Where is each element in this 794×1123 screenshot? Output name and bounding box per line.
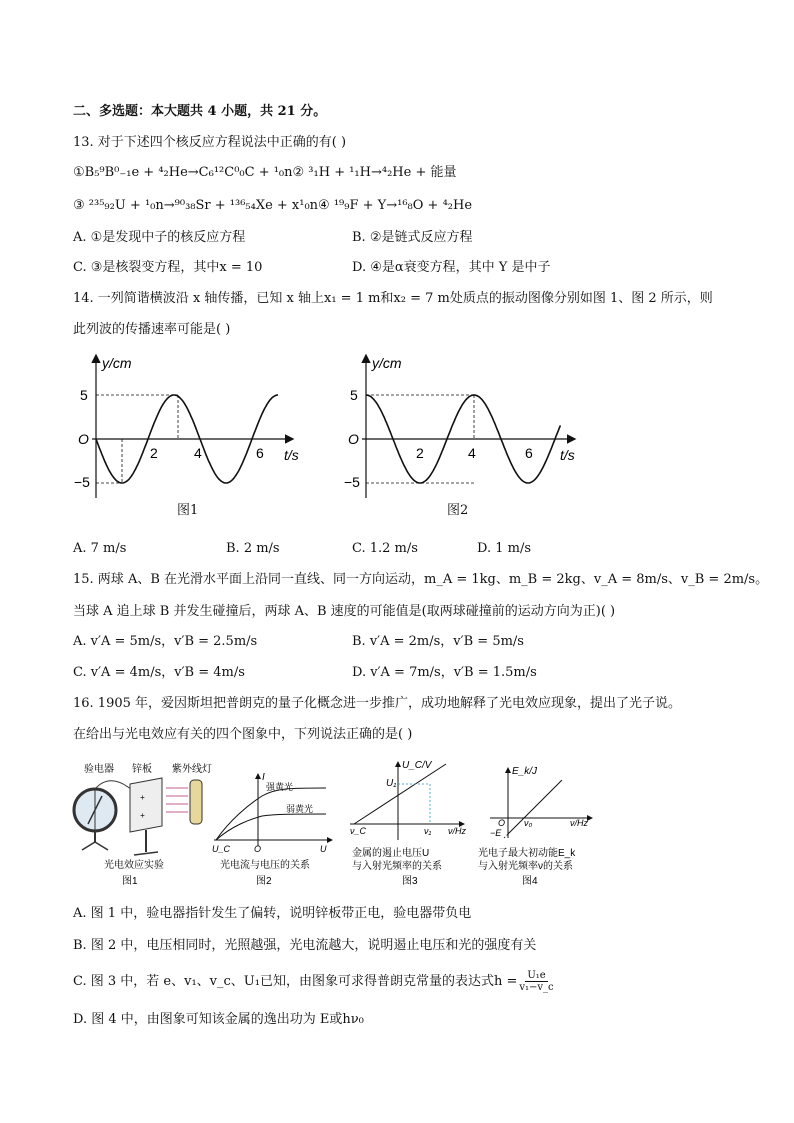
- q15-option-a[interactable]: A. v′A = 5m/s，v′B = 2.5m/s: [73, 634, 258, 649]
- q15-option-d[interactable]: D. v′A = 7m/s，v′B = 1.5m/s: [352, 665, 537, 680]
- fig16-3-caption-1: 金属的遏止电压U: [352, 848, 430, 859]
- fig16-3-vc-label: ν_C: [350, 826, 367, 836]
- fig1-origin: O: [78, 431, 89, 447]
- q15-stem-line-2: 当球 A 追上球 B 并发生碰撞后，两球 A、B 速度的可能值是(取两球碰撞前的运动方向为正)( ): [73, 604, 616, 619]
- q16-option-c[interactable]: [73, 970, 554, 993]
- fig2-y-axis-label: y/cm: [372, 355, 402, 371]
- fig16-2-caption-text: 光电流与电压的关系: [220, 860, 310, 871]
- fig16-1-label-electroscope: 验电器: [84, 764, 114, 775]
- q16-option-b[interactable]: B. 图 2 中，电压相同时，光照越强，光电流越大，说明遏止电压和光的强度有关: [73, 938, 537, 953]
- fig16-2-uc-label: U_C: [212, 844, 231, 854]
- fig1-tick-4: 4: [194, 445, 202, 461]
- q13-option-d[interactable]: D. ④是α衰变方程，其中 Y 是中子: [352, 260, 551, 275]
- q15-option-c[interactable]: C. v′A = 4m/s，v′B = 4m/s: [73, 665, 245, 680]
- svg-text:+: +: [140, 793, 145, 802]
- q13-equation-line-1: ①B₅⁹B⁰₋₁e + ⁴₂He→C₆¹²C⁰₀C + ¹₀n② ³₁H + ¹₁H→⁴₂He + 能量: [73, 165, 457, 180]
- fig2-tick-minus-5: −5: [344, 474, 360, 490]
- fig16-4-line: [508, 780, 562, 834]
- q14-option-a[interactable]: A. 7 m/s: [73, 541, 127, 556]
- q14-figure-1: [74, 348, 304, 528]
- q16-figure-2: [210, 760, 340, 892]
- q16-stem-line-2: 在给出与光电效应有关的四个图象中，下列说法正确的是( ): [73, 727, 413, 742]
- q16-figure-3: [346, 756, 476, 892]
- q14-stem-line-2: 此列波的传播速率可能是( ): [73, 322, 231, 337]
- q13-equation-line-2: ③ ²³⁵₉₂U + ¹₀n→⁹⁰₃₈Sr + ¹³⁶₅₄Xe + x¹₀n④ ¹⁹₉F + Y→¹⁶₈O + ⁴₂He: [73, 198, 473, 213]
- q16-option-c-text: C. 图 3 中，若 e、v₁、v_c、U₁已知，由图象可求得普朗克常量的表达式h =: [73, 974, 518, 989]
- svg-text:+: +: [140, 811, 145, 820]
- zinc-plate-icon: [130, 778, 162, 832]
- q13-option-a[interactable]: A. ①是发现中子的核反应方程: [73, 230, 246, 245]
- fig16-1-label-uv-lamp: 紫外线灯: [172, 764, 212, 775]
- fig2-x-axis-label: t/s: [560, 447, 575, 463]
- fig2-origin: O: [348, 431, 359, 447]
- fig16-4-y-label: E_k/J: [512, 766, 538, 777]
- q15-stem-line-1: 15. 两球 A、B 在光滑水平面上沿同一直线、同一方向运动，m_A = 1kg、m_B = 2kg、v_A = 8m/s、v_B = 2m/s。: [73, 572, 769, 587]
- q14-stem-line-1: 14. 一列简谐横波沿 x 轴传播，已知 x 轴上x₁ = 1 m和x₂ = 7 m处质点的振动图像分别如图 1、图 2 所示，则: [73, 291, 713, 306]
- fig16-2-strong-label: 强黄光: [266, 782, 294, 792]
- q16-stem-line-1: 16. 1905 年，爱因斯坦把普朗克的量子化概念进一步推广，成功地解释了光电效应现象，提出了光子说。: [73, 696, 682, 711]
- q16-option-c-numerator: U₁e: [527, 970, 546, 981]
- q16-option-c-denominator: v₁−v_c: [519, 982, 554, 993]
- fig16-1-caption-text: 光电效应实验: [104, 860, 164, 871]
- fig16-4-caption-1: 光电子最大初动能E_k: [478, 848, 576, 859]
- fig16-3-caption-2: 与入射光频率的关系: [352, 861, 442, 872]
- uv-lamp-icon: [190, 780, 202, 824]
- fig16-3-line: [354, 764, 446, 824]
- q14-figure-2-caption: 图2: [447, 503, 469, 518]
- q15-option-b[interactable]: B. v′A = 2m/s，v′B = 5m/s: [352, 634, 524, 649]
- fig16-2-y-label: I: [262, 772, 265, 783]
- fig16-1-caption-number: 图1: [122, 876, 138, 887]
- q13-stem: 13. 对于下述四个核反应方程说法中正确的有( ): [73, 135, 347, 150]
- q16-option-a[interactable]: A. 图 1 中，验电器指针发生了偏转，说明锌板带正电，验电器带负电: [73, 906, 472, 921]
- q14-option-d[interactable]: D. 1 m/s: [477, 541, 532, 556]
- q13-option-c[interactable]: C. ③是核裂变方程，其中x = 10: [73, 260, 263, 275]
- fig2-tick-2: 2: [416, 445, 424, 461]
- fig16-4-caption-2: 与入射光频率ν的关系: [478, 861, 573, 872]
- fig16-4-origin: O: [498, 818, 506, 828]
- q14-figure-2: [344, 348, 584, 528]
- fig16-4-v0-label: ν₀: [524, 818, 533, 828]
- fig16-3-caption-number: 图3: [402, 876, 418, 887]
- fig2-tick-6: 6: [525, 445, 533, 461]
- fig16-2-caption-number: 图2: [256, 876, 272, 887]
- fig1-x-axis-label: t/s: [284, 447, 299, 463]
- fig2-tick-5: 5: [350, 387, 358, 403]
- fig16-4-x-label: ν/Hz: [570, 818, 588, 828]
- fig2-tick-4: 4: [468, 445, 476, 461]
- fig16-2-weak-curve: [216, 814, 326, 840]
- fig16-1-label-zinc: 锌板: [132, 764, 152, 775]
- fig16-3-v1-label: ν₁: [424, 826, 432, 836]
- fig16-2-weak-label: 弱黄光: [286, 804, 314, 814]
- fig16-2-origin: O: [254, 844, 262, 854]
- fig16-4-minus-e-label: −E: [490, 828, 502, 838]
- fig16-3-u1-label: U₁: [386, 778, 397, 789]
- fig1-y-axis-label: y/cm: [102, 355, 132, 371]
- fig1-tick-2: 2: [150, 445, 158, 461]
- fig16-2-x-label: U: [320, 844, 327, 854]
- q14-option-c[interactable]: C. 1.2 m/s: [352, 541, 418, 556]
- fig1-tick-6: 6: [256, 445, 264, 461]
- q16-option-d[interactable]: D. 图 4 中，由图象可知该金属的逸出功为 E或hν₀: [73, 1012, 364, 1027]
- q16-figure-4: [474, 762, 604, 892]
- q14-figure-1-caption: 图1: [177, 503, 199, 518]
- fig16-3-x-label: ν/Hz: [448, 826, 466, 836]
- q16-option-c-fraction: [519, 970, 553, 993]
- section-header: 二、多选题：本大题共 4 小题，共 21 分。: [73, 104, 327, 119]
- fig1-tick-5: 5: [80, 387, 88, 403]
- q16-figure-1: [70, 760, 220, 892]
- fig1-tick-minus-5: −5: [74, 474, 90, 490]
- fig16-3-y-label: U_C/V: [402, 760, 432, 771]
- q13-option-b[interactable]: B. ②是链式反应方程: [352, 230, 473, 245]
- q14-option-b[interactable]: B. 2 m/s: [226, 541, 280, 556]
- fig16-4-caption-number: 图4: [522, 876, 538, 887]
